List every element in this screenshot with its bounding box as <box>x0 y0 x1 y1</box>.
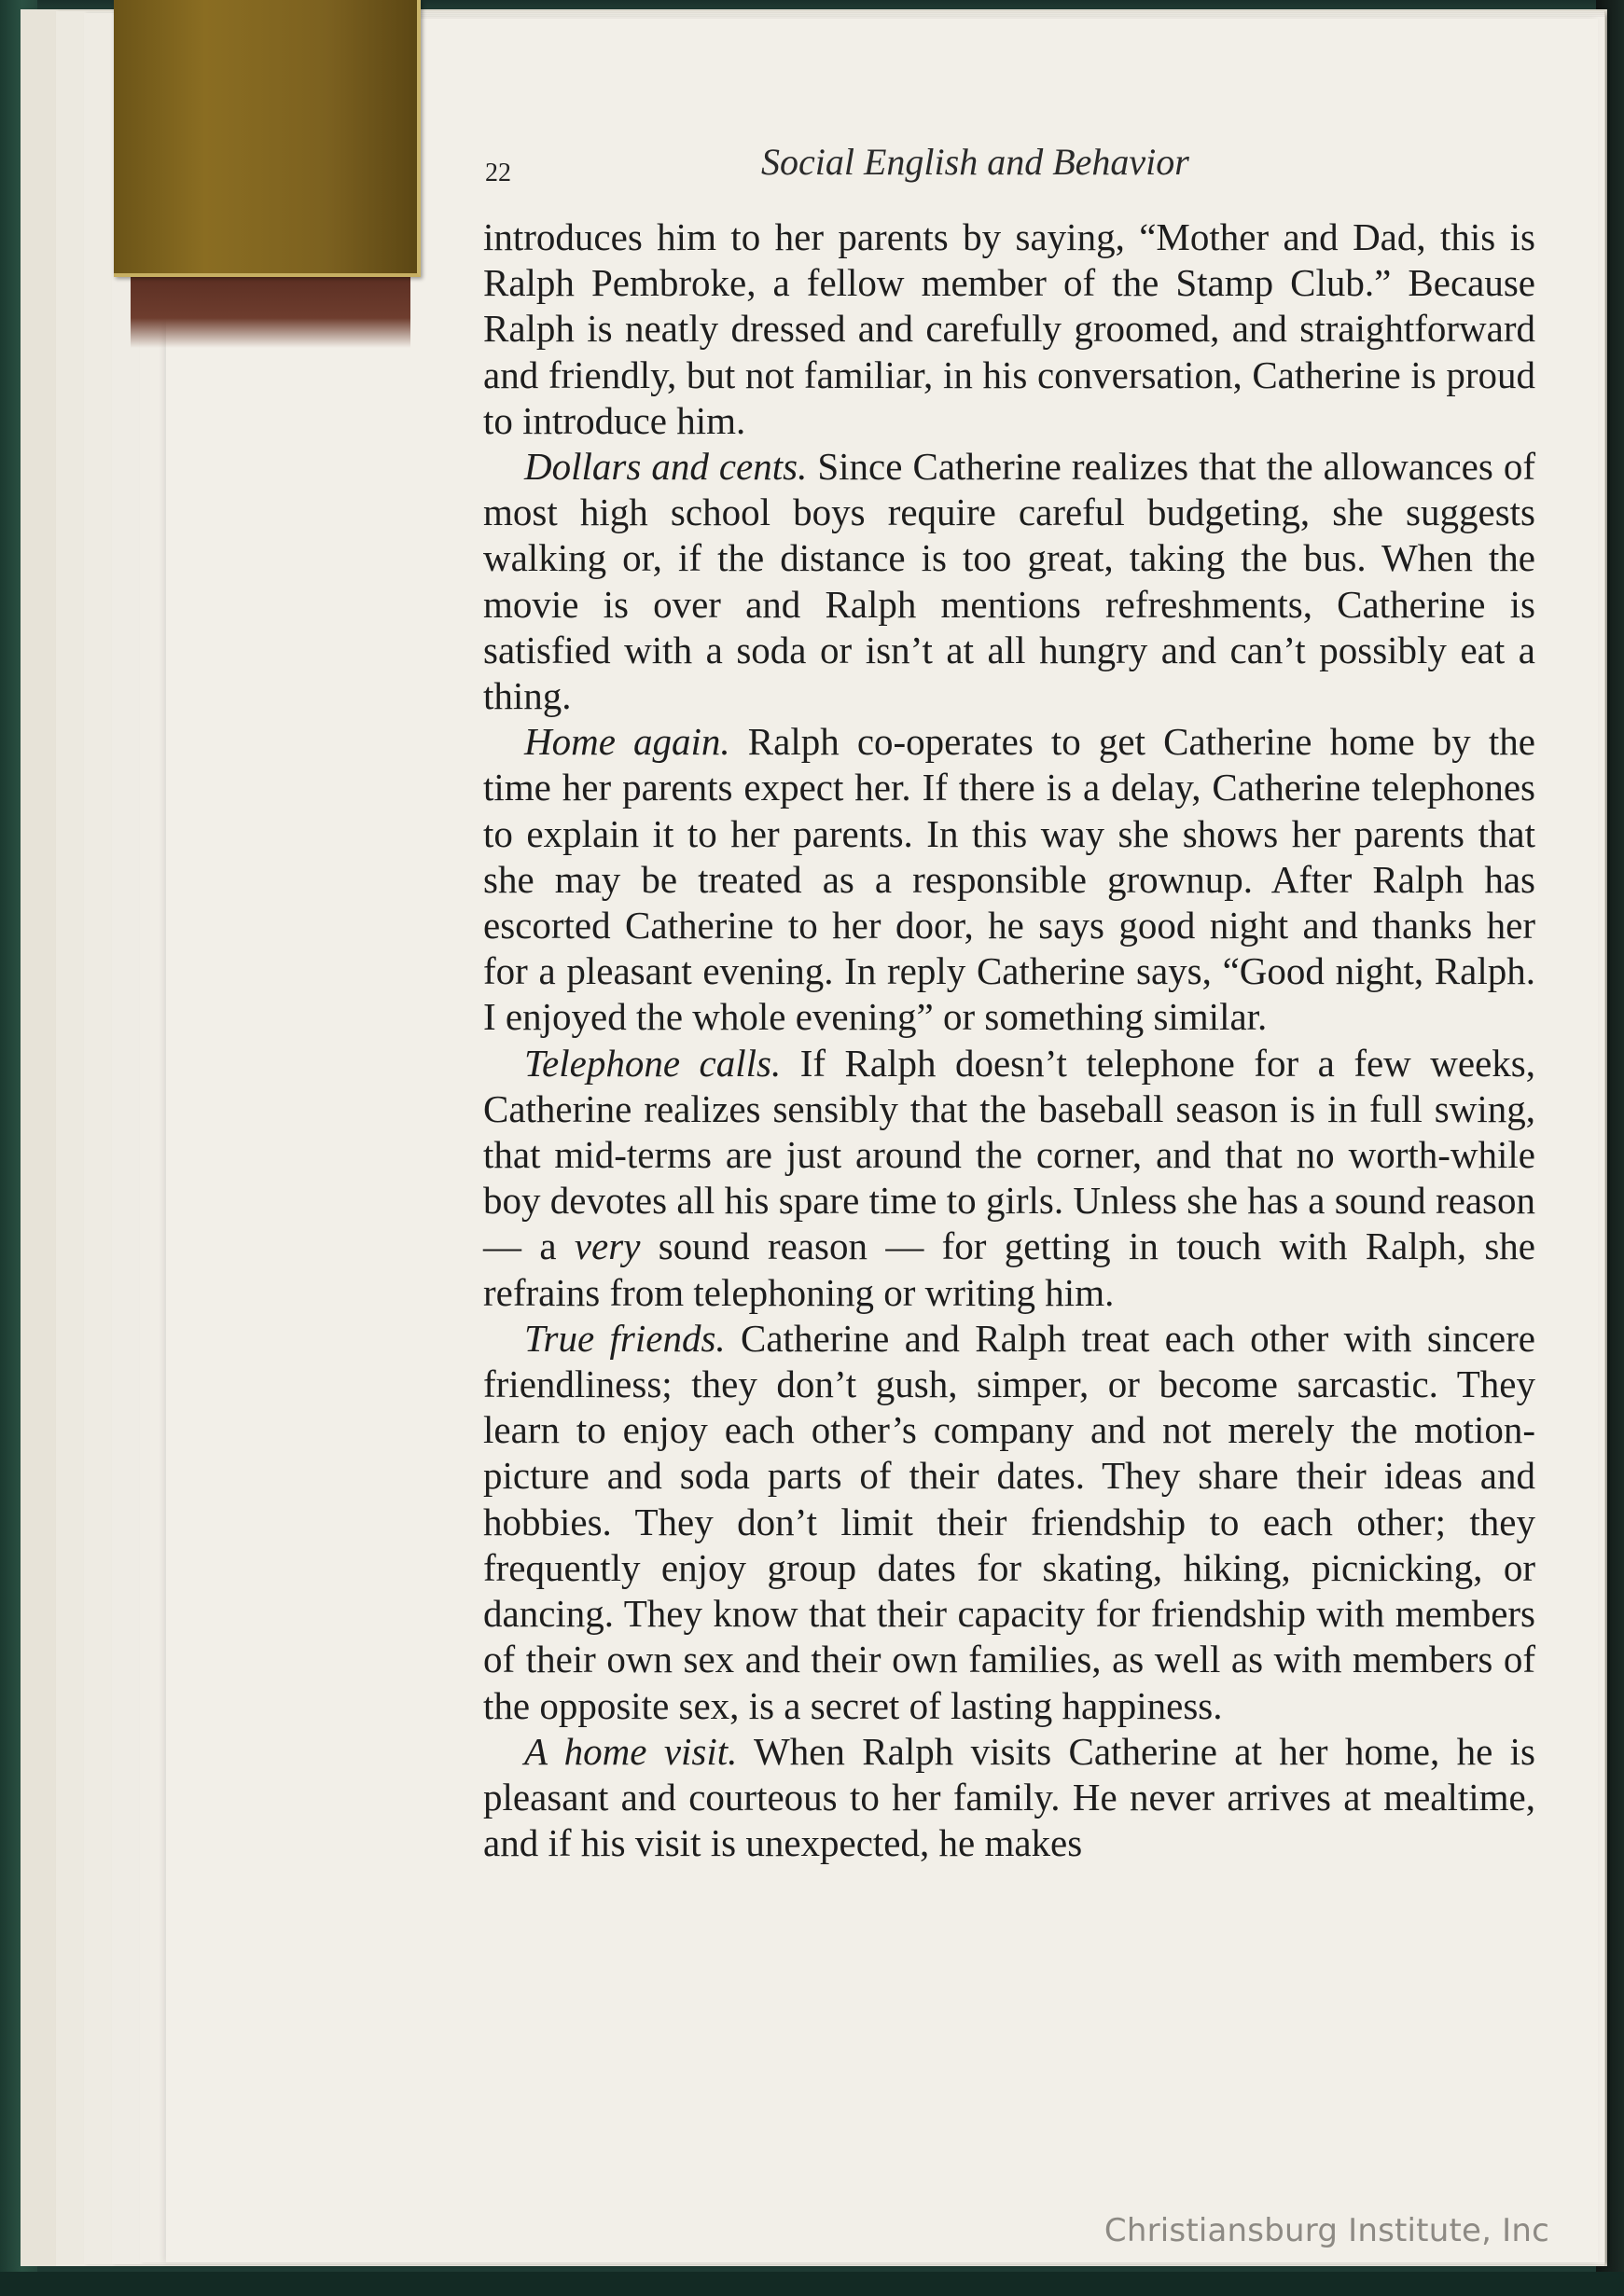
watermark: Christiansburg Institute, Inc <box>1103 2212 1549 2249</box>
running-head <box>485 140 1604 196</box>
paragraph-lead: Dollars and cents. <box>524 445 808 489</box>
paragraph-text: Catherine and Ralph treat each other with sincere friendliness; they don’t gush, simper, or become sarcastic. They learn to enjoy each other’s company and not merely the motion-picture and soda parts of their dates. They share their ideas and hobbies. They don’t limit their friendship to each other; they frequently enjoy group dates for skating, hiking, picnicking, or dancing. They know that their capacity for friendship with members of their own sex and their own families, as well as with members of the opposite sex, is a secret of lasting happiness. <box>483 1316 1535 1727</box>
paragraph-text: sound reason — for getting in touch with Ralph, she refrains from telephoning or writing him. <box>483 1224 1535 1314</box>
paragraph-text: introduces him to her parents by saying, “Mother and Dad, this is Ralph Pembroke, a fellow member of the Stamp Club.” Because Ralph is neatly dressed and carefully groomed, and straightforward and friendly, but not familiar, in his conversation, Catherine is proud to introduce him. <box>483 215 1535 442</box>
paragraph-lead: True friends. <box>524 1316 726 1360</box>
paragraph <box>483 214 1535 444</box>
paragraph-text: Since Catherine realizes that the allowances of most high school boys require careful budgeting, she suggests walking or, if the distance is too great, taking the bus. When the movie is over and Ralph mentions refreshments, Catherine is satisfied with a soda or isn’t at all hungry and can’t possibly eat a thing. <box>483 445 1535 718</box>
book-cover-bottom <box>0 2272 1624 2296</box>
paragraph <box>483 1041 1535 1316</box>
paragraph <box>483 1316 1535 1729</box>
bookmark-shadow <box>131 273 410 348</box>
paragraph-emphasis: very <box>574 1224 641 1268</box>
paragraph-lead: Telephone calls. <box>524 1041 782 1085</box>
paragraph-text: If Ralph doesn’t telephone for a few weeks, Catherine realizes sensibly that the baseball season is in full swing, that mid-terms are just around the corner, and that no worth-while boy devotes all his spare time to girls. Unless she has a sound reason — a <box>483 1041 1535 1268</box>
paragraph-text: Ralph co-operates to get Catherine home by the time her parents expect her. If there is a delay, Catherine telephones to explain it to her parents. In this way she shows her parents that she may be treated as a responsible grownup. After Ralph has escorted Catherine to her door, he says good night and thanks her for a pleasant evening. In reply Catherine says, “Good night, Ralph. I enjoyed the whole evening” or something similar. <box>483 720 1535 1039</box>
bookmark-tab <box>114 0 421 277</box>
paragraph-lead: A home visit. <box>524 1729 738 1773</box>
paragraph <box>483 1729 1535 1867</box>
paragraph-text: When Ralph visits Catherine at her home, he is pleasant and courteous to her family. He never arrives at mealtime, and if his visit is unexpected, he makes <box>483 1729 1536 1865</box>
paragraph-lead: Home again. <box>524 720 730 764</box>
page-number: 22 <box>485 159 511 187</box>
chapter-running-title: Social English and Behavior <box>761 141 1189 183</box>
paragraph <box>483 719 1535 1040</box>
paragraph <box>483 444 1535 719</box>
body-text <box>483 214 1535 1866</box>
